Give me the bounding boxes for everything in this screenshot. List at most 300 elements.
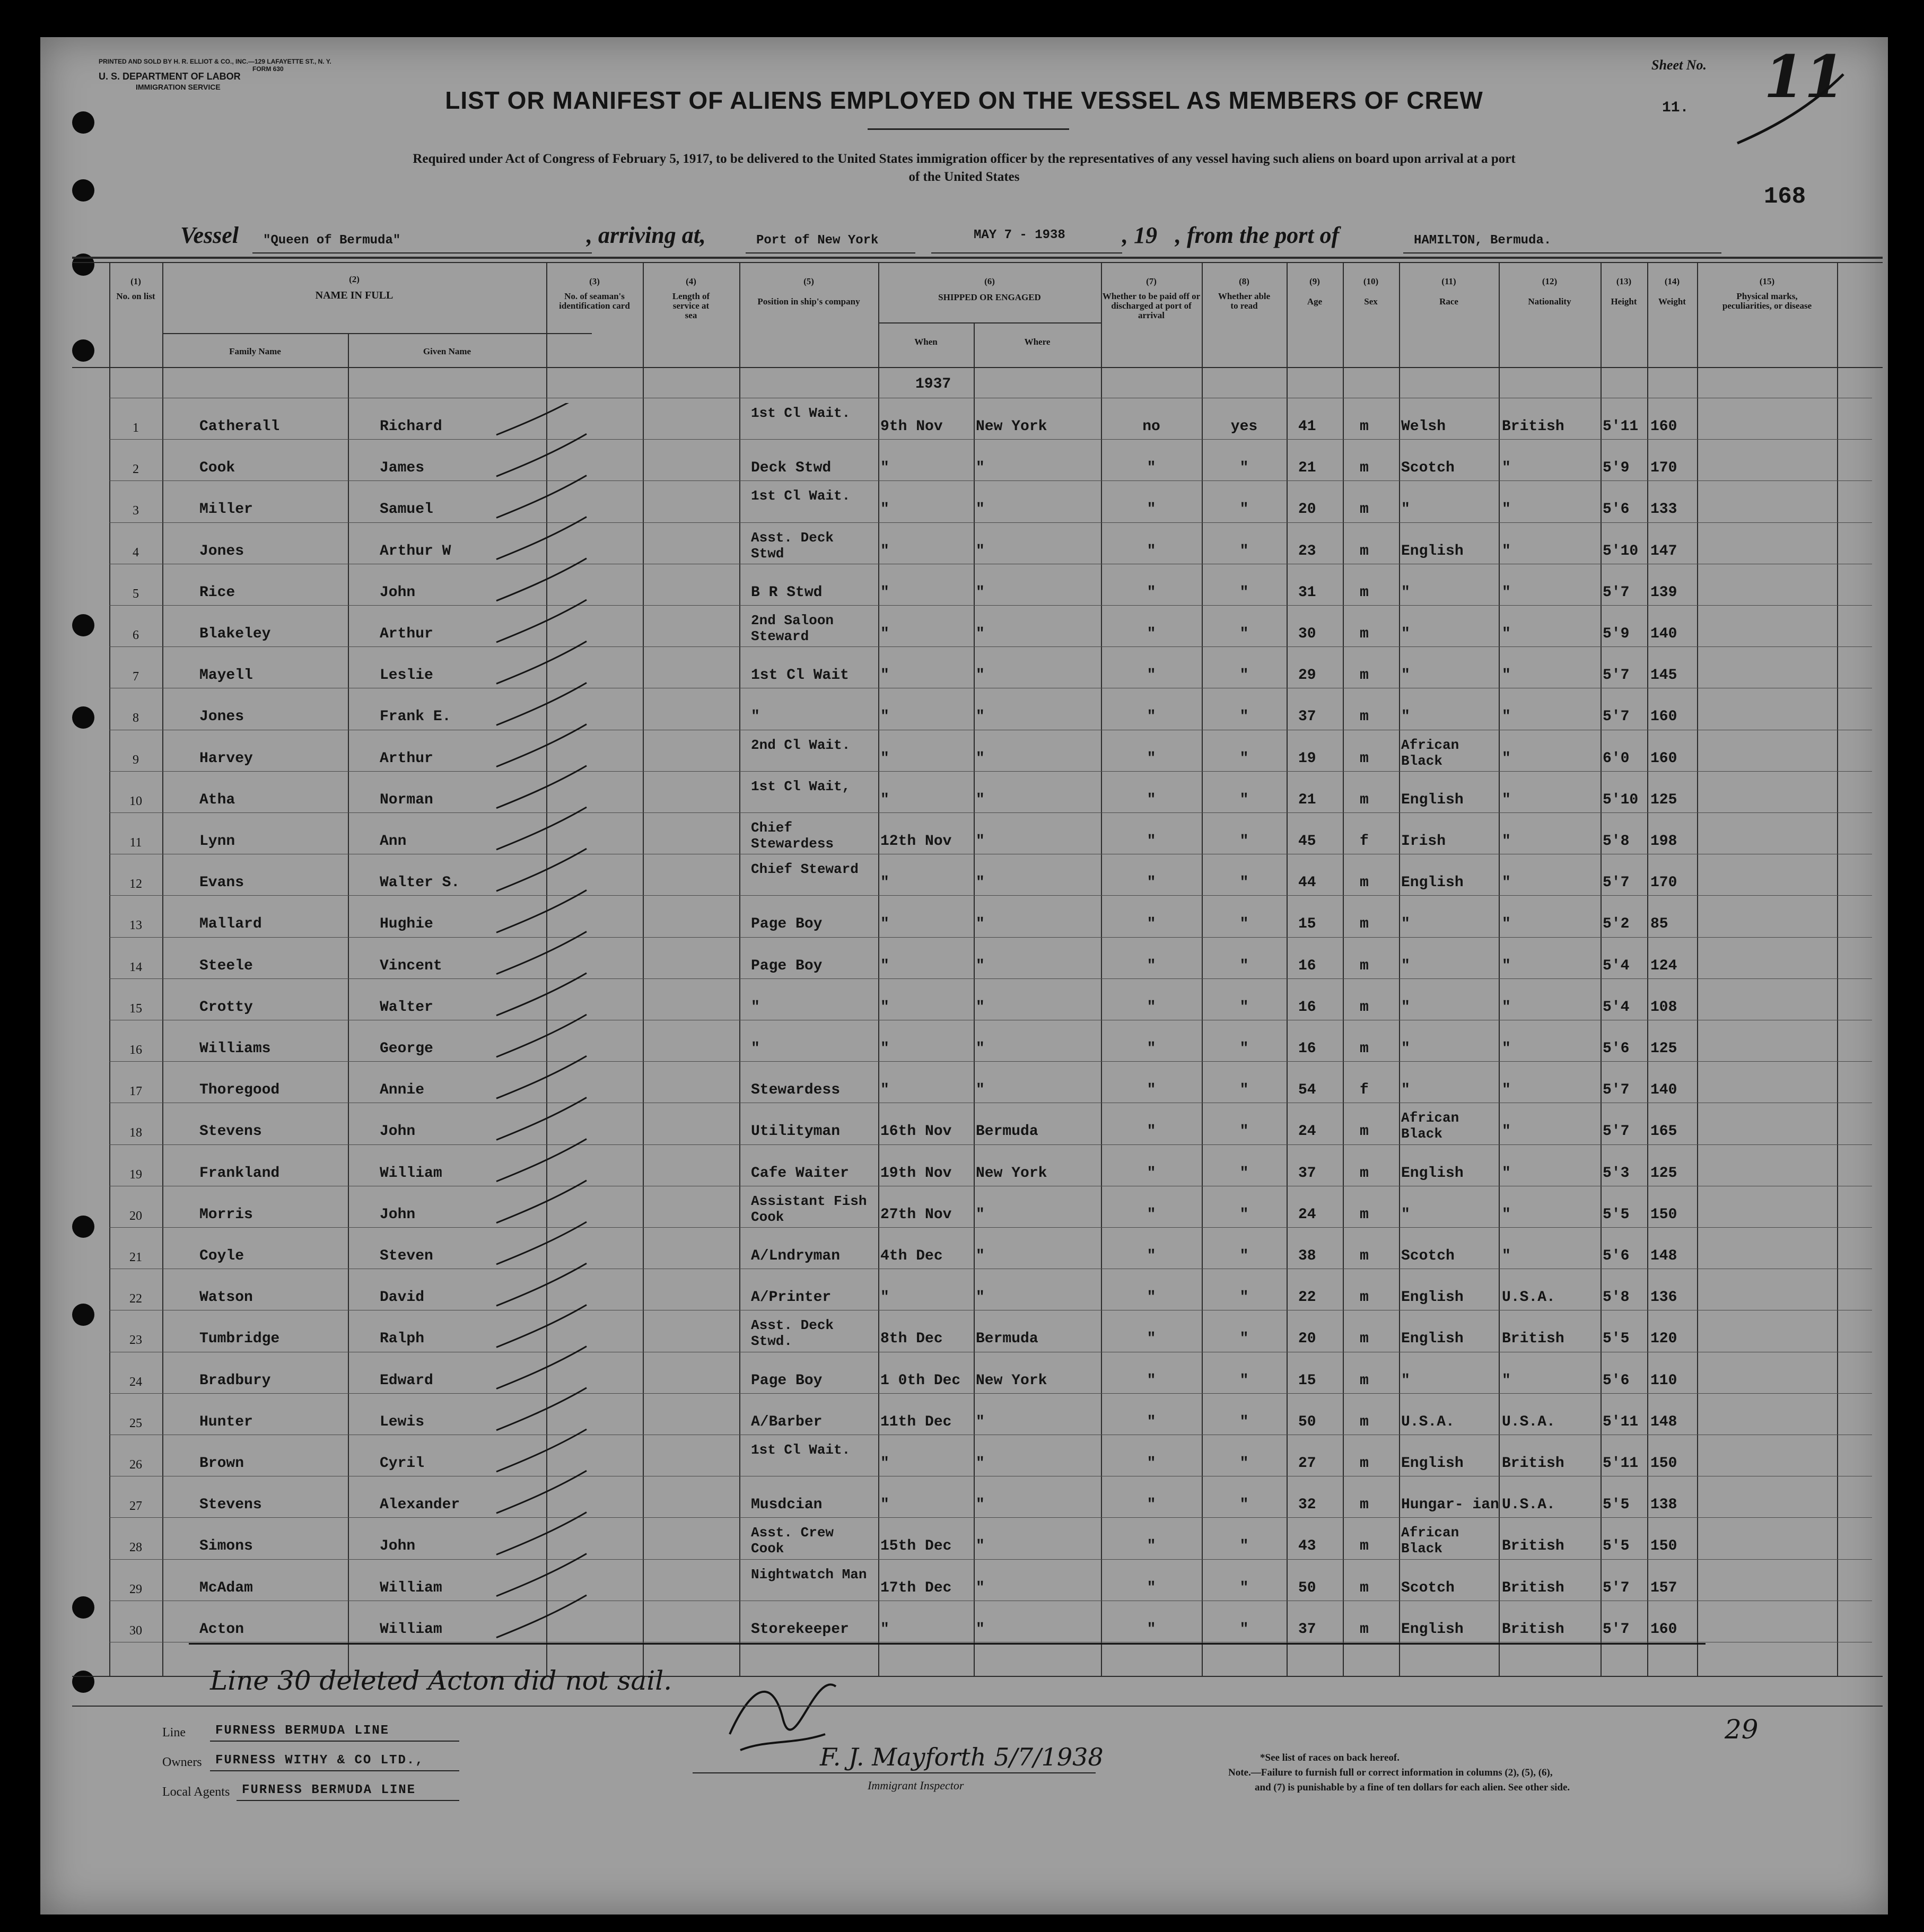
paid-off-cell: " [1147,1497,1156,1513]
col-header-12: (12) Nationality [1528,276,1571,307]
nationality-cell: " [1502,1165,1511,1182]
races-note: *See list of races on back hereof. [1260,1752,1400,1763]
table-top-rule [72,257,1883,259]
given-name-cell: Lewis [380,1414,425,1430]
weight-cell: 160 [1650,418,1677,435]
shipped-where-cell: " [976,1538,985,1554]
age-cell: 24 [1298,1123,1316,1140]
row-rule [109,771,1872,772]
paid-off-cell: " [1147,501,1156,518]
nationality-cell: " [1502,667,1511,684]
race-cell: English [1401,1165,1464,1182]
underline [252,252,592,253]
given-name-cell: Norman [380,792,433,808]
sex-cell: m [1360,626,1369,642]
arrival-port: Port of New York [756,233,879,248]
position-cell: Page Boy [751,916,823,932]
position-cell: 1st Cl Wait, [751,779,851,794]
title-rule [868,128,1069,130]
position-cell: Deck Stwd [751,460,832,476]
nationality-cell: " [1502,709,1511,725]
sex-cell: f [1360,1082,1369,1098]
row-number-cell: 8 [133,711,139,725]
form-number: FORM 630 [252,65,284,73]
arriving-label: , arriving at, [587,222,706,248]
check-marks [475,403,613,1655]
age-cell: 21 [1298,792,1316,808]
shipped-when-cell: " [880,792,889,808]
col-rule [974,322,975,1676]
col-rule [1343,262,1344,1676]
shipped-where-cell: " [976,1041,985,1057]
col-header-2b: Given Name [423,346,471,356]
col-rule [1499,262,1500,1676]
able-to-read-cell: " [1239,626,1249,642]
shipped-when-cell: " [880,875,889,891]
shipped-where-cell: New York [976,418,1047,435]
nationality-cell: " [1502,750,1511,767]
shipped-where-cell: " [976,1414,985,1430]
shipped-where-cell: " [976,875,985,891]
sex-cell: m [1360,543,1369,560]
punch-hole [72,1596,94,1619]
position-cell: A/Barber [751,1414,823,1430]
nationality-cell: " [1502,1372,1511,1389]
race-cell: " [1401,999,1410,1016]
given-name-cell: Walter S. [380,875,460,891]
family-name-cell: Evans [199,875,244,891]
sex-cell: m [1360,1207,1369,1223]
col-rule [739,262,740,1676]
sex-cell: m [1360,1372,1369,1389]
col-header-7: (7) Whether to be paid off or discharged at port of arrival [1102,276,1201,320]
row-number-cell: 16 [129,1043,142,1057]
height-cell: 6'0 [1603,750,1630,767]
shipped-where-cell: New York [976,1165,1047,1182]
row-number-cell: 25 [129,1417,142,1430]
name-subheader-rule [162,333,592,334]
shipped-where-cell: " [976,958,985,974]
shipped-where-cell: " [976,1455,985,1472]
position-cell: Utilityman [751,1123,841,1140]
position-cell: Musdcian [751,1497,823,1513]
sex-cell: m [1360,1041,1369,1057]
row-number-cell: 10 [129,794,142,808]
given-name-cell: Walter [380,999,433,1016]
owners-label: Owners [162,1755,202,1769]
height-cell: 5'2 [1603,916,1630,932]
given-name-cell: Richard [380,418,442,435]
weight-cell: 125 [1650,1165,1677,1182]
race-cell: " [1401,626,1410,642]
family-name-cell: Morris [199,1207,253,1223]
weight-cell: 108 [1650,999,1677,1016]
position-cell: A/Lndryman [751,1248,841,1264]
punch-hole [72,339,94,362]
age-cell: 16 [1298,958,1316,974]
position-cell: Page Boy [751,958,823,974]
weight-cell: 160 [1650,1621,1677,1638]
shipped-when-cell: " [880,750,889,767]
shipped-when-cell: " [880,709,889,725]
row-number-cell: 6 [133,628,139,642]
shipped-where-cell: " [976,667,985,684]
punch-hole [72,1304,94,1326]
nationality-cell: British [1502,418,1564,435]
able-to-read-cell: " [1239,1041,1249,1057]
col-header-11: (11) Race [1439,276,1458,307]
punch-hole [72,614,94,636]
able-to-read-cell: " [1239,1123,1249,1140]
shipped-when-cell: " [880,1621,889,1638]
able-to-read-cell: " [1239,1497,1249,1513]
vessel-name: "Queen of Bermuda" [263,233,401,248]
height-cell: 5'6 [1603,1248,1630,1264]
weight-cell: 148 [1650,1248,1677,1264]
printer-line: PRINTED AND SOLD BY H. R. ELLIOT & CO., INC.—129 LAFAYETTE ST., N. Y. [99,58,331,65]
age-cell: 44 [1298,875,1316,891]
height-cell: 5'8 [1603,1289,1630,1306]
position-cell: Assistant Fish Cook [751,1193,867,1225]
family-name-cell: Acton [199,1621,244,1638]
race-cell: " [1401,958,1410,974]
sheet-label: Sheet No. [1651,57,1707,73]
paid-off-cell: " [1147,833,1156,850]
underline [746,252,915,253]
position-cell: Stewardess [751,1082,841,1098]
shipped-subheader-rule [878,322,1101,324]
able-to-read-cell: " [1239,1289,1249,1306]
row-number-cell: 15 [129,1002,142,1016]
row-number-cell: 13 [129,919,142,932]
row-rule [109,439,1872,440]
shipped-when-cell: " [880,667,889,684]
race-cell: Scotch [1401,1580,1455,1596]
paid-off-cell: " [1147,792,1156,808]
position-cell: 1st Cl Wait. [751,488,851,504]
given-name-cell: Steven [380,1248,433,1264]
nationality-cell: U.S.A. [1502,1289,1555,1306]
row-number-cell: 14 [129,960,142,974]
family-name-cell: Simons [199,1538,253,1554]
height-cell: 5'4 [1603,999,1630,1016]
paid-off-cell: " [1147,1621,1156,1638]
underline [237,1800,459,1801]
height-cell: 5'3 [1603,1165,1630,1182]
race-cell: African Black [1401,1525,1459,1557]
race-cell: Irish [1401,833,1446,850]
race-cell: " [1401,1207,1410,1223]
weight-cell: 147 [1650,543,1677,560]
race-cell: " [1401,1372,1410,1389]
col-rule [643,262,644,1676]
race-cell: English [1401,875,1464,891]
able-to-read-cell: " [1239,1538,1249,1554]
shipped-when-cell: " [880,999,889,1016]
race-cell: " [1401,1041,1410,1057]
race-cell: " [1401,916,1410,932]
race-cell: " [1401,667,1410,684]
weight-cell: 138 [1650,1497,1677,1513]
able-to-read-cell: yes [1230,418,1258,435]
shipped-where-cell: Bermuda [976,1123,1038,1140]
given-name-cell: Arthur W [380,543,451,560]
nationality-cell: British [1502,1538,1564,1554]
paid-off-cell: " [1147,1455,1156,1472]
given-name-cell: James [380,460,425,476]
sex-cell: f [1360,833,1369,850]
age-cell: 30 [1298,626,1316,642]
col-rule [1647,262,1648,1676]
position-cell: 1st Cl Wait. [751,1442,851,1458]
nationality-cell: " [1502,875,1511,891]
row-rule [109,978,1872,979]
weight-cell: 157 [1650,1580,1677,1596]
height-cell: 5'7 [1603,875,1630,891]
shipped-when-cell: 16th Nov [880,1123,952,1140]
sex-cell: m [1360,584,1369,601]
age-cell: 15 [1298,916,1316,932]
able-to-read-cell: " [1239,750,1249,767]
sex-cell: m [1360,958,1369,974]
able-to-read-cell: " [1239,833,1249,850]
row-number-cell: 3 [133,504,139,518]
row-number-cell: 26 [129,1458,142,1472]
row-number-cell: 12 [129,877,142,891]
agents-value: FURNESS BERMUDA LINE [242,1783,416,1797]
nationality-cell: British [1502,1331,1564,1347]
row-number-cell: 19 [129,1168,142,1182]
age-cell: 27 [1298,1455,1316,1472]
vessel-label: Vessel [180,222,239,248]
nationality-cell: U.S.A. [1502,1414,1555,1430]
family-name-cell: Lynn [199,833,235,850]
position-cell: Asst. Deck Stwd. [751,1317,834,1349]
race-cell: English [1401,1455,1464,1472]
shipped-when-cell: 8th Dec [880,1331,943,1347]
shipped-where-cell: Bermuda [976,1331,1038,1347]
shipped-when-cell: 11th Dec [880,1414,952,1430]
inspector-signature: F. J. Mayforth 5/7/1938 [820,1743,1104,1771]
given-name-cell: Leslie [380,667,433,684]
age-cell: 54 [1298,1082,1316,1098]
age-cell: 16 [1298,1041,1316,1057]
sex-cell: m [1360,1455,1369,1472]
able-to-read-cell: " [1239,1455,1249,1472]
able-to-read-cell: " [1239,792,1249,808]
race-cell: " [1401,709,1410,725]
race-cell: Scotch [1401,1248,1455,1264]
sex-cell: m [1360,667,1369,684]
punch-hole [72,1216,94,1238]
given-name-cell: John [380,1538,416,1554]
able-to-read-cell: " [1239,1372,1249,1389]
family-name-cell: Frankland [199,1165,280,1182]
shipped-when-cell: 12th Nov [880,833,952,850]
given-name-cell: Edward [380,1372,433,1389]
sheet-handwritten: 11 [1764,42,1846,111]
row-number-cell: 11 [129,836,142,850]
paid-off-cell: " [1147,1082,1156,1098]
weight-cell: 148 [1650,1414,1677,1430]
nationality-cell: " [1502,792,1511,808]
shipped-where-cell: " [976,999,985,1016]
nationality-cell: " [1502,999,1511,1016]
given-name-cell: John [380,1207,416,1223]
shipped-when-cell: 15th Dec [880,1538,952,1554]
age-cell: 19 [1298,750,1316,767]
nationality-cell: " [1502,543,1511,560]
paid-off-cell: " [1147,999,1156,1016]
paid-off-cell: " [1147,1248,1156,1264]
paid-off-cell: " [1147,709,1156,725]
age-cell: 23 [1298,543,1316,560]
height-cell: 5'7 [1603,709,1630,725]
height-cell: 5'6 [1603,1041,1630,1057]
col-header-13: (13) Height [1611,276,1637,307]
given-name-cell: Alexander [380,1497,460,1513]
page-title: LIST OR MANIFEST OF ALIENS EMPLOYED ON THE VESSEL AS MEMBERS OF CREW [445,86,1483,114]
position-cell: Asst. Crew Cook [751,1525,834,1557]
given-name-cell: William [380,1165,442,1182]
position-cell: 1st Cl Wait [751,667,849,684]
weight-cell: 120 [1650,1331,1677,1347]
family-name-cell: Catherall [199,418,280,435]
position-cell: Chief Steward [751,861,859,877]
position-cell: 2nd Cl Wait. [751,737,851,753]
position-cell: Storekeeper [751,1621,849,1638]
position-cell: " [751,999,760,1016]
age-cell: 45 [1298,833,1316,850]
nationality-cell: U.S.A. [1502,1497,1555,1513]
sex-cell: m [1360,1248,1369,1264]
header-bottom-rule [72,367,1883,368]
able-to-read-cell: " [1239,1331,1249,1347]
punch-hole [72,706,94,729]
position-cell: Nightwatch Man [751,1567,867,1583]
punch-hole [72,111,94,134]
race-cell: " [1401,1082,1410,1098]
given-name-cell: Ralph [380,1331,425,1347]
col-header-2: (2) NAME IN FULL [315,274,393,301]
age-cell: 20 [1298,501,1316,518]
position-cell: " [751,1041,760,1057]
col-rule [878,262,879,1676]
paid-off-cell: " [1147,1538,1156,1554]
weight-cell: 140 [1650,1082,1677,1098]
col-header-15: (15) Physical marks, peculiarities, or disease [1722,276,1812,311]
weight-cell: 160 [1650,709,1677,725]
sex-cell: m [1360,1538,1369,1554]
race-cell: " [1401,584,1410,601]
position-cell: Asst. Deck Stwd [751,530,834,562]
row-rule [109,1227,1872,1228]
family-name-cell: Tumbridge [199,1331,280,1347]
age-cell: 37 [1298,1621,1316,1638]
family-name-cell: Jones [199,709,244,725]
shipped-when-cell: 19th Nov [880,1165,952,1182]
paid-off-cell: " [1147,750,1156,767]
paid-off-cell: " [1147,667,1156,684]
race-cell: English [1401,543,1464,560]
family-name-cell: Stevens [199,1497,262,1513]
inspector-caption: Immigrant Inspector [868,1779,964,1792]
sex-cell: m [1360,1621,1369,1638]
shipped-when-cell: " [880,1497,889,1513]
row-number-cell: 20 [129,1209,142,1223]
weight-cell: 170 [1650,875,1677,891]
height-cell: 5'7 [1603,1082,1630,1098]
paid-off-cell: " [1147,916,1156,932]
age-cell: 22 [1298,1289,1316,1306]
nationality-cell: " [1502,460,1511,476]
race-cell: Scotch [1401,460,1455,476]
col-header-8: (8) Whether able to read [1218,276,1271,311]
underline [931,252,1122,253]
race-cell: African Black [1401,1110,1459,1142]
agents-label: Local Agents [162,1785,230,1799]
row-rule [109,480,1872,481]
sex-cell: m [1360,750,1369,767]
height-cell: 5'10 [1603,543,1639,560]
underline [693,1772,1096,1773]
family-name-cell: Coyle [199,1248,244,1264]
col-rule [1399,262,1400,1676]
row-rule [109,1061,1872,1062]
row-number-cell: 4 [133,546,139,560]
sex-cell: m [1360,792,1369,808]
sex-cell: m [1360,418,1369,435]
race-cell: African Black [1401,737,1459,769]
height-cell: 5'11 [1603,1455,1639,1472]
paid-off-cell: " [1147,460,1156,476]
height-cell: 5'7 [1603,1621,1630,1638]
height-cell: 5'7 [1603,1580,1630,1596]
family-name-cell: McAdam [199,1580,253,1596]
able-to-read-cell: " [1239,916,1249,932]
shipped-where-cell: " [976,460,985,476]
able-to-read-cell: " [1239,460,1249,476]
row-rule [109,937,1872,938]
col-rule [109,262,110,1676]
shipped-when-cell: " [880,1455,889,1472]
paid-off-cell: " [1147,1041,1156,1057]
paid-off-cell: no [1142,418,1160,435]
given-name-cell: John [380,584,416,601]
age-cell: 50 [1298,1414,1316,1430]
weight-cell: 150 [1650,1455,1677,1472]
row-rule [109,1559,1872,1560]
position-cell: A/Printer [751,1289,832,1306]
given-name-cell: William [380,1621,442,1638]
shipped-when-cell: " [880,958,889,974]
sex-cell: m [1360,460,1369,476]
row-number-cell: 23 [129,1333,142,1347]
row-number-cell: 24 [129,1375,142,1389]
row-number-cell: 9 [133,753,139,767]
given-name-cell: Ann [380,833,407,850]
race-cell: " [1401,501,1410,518]
given-name-cell: John [380,1123,416,1140]
sex-cell: m [1360,1123,1369,1140]
shipped-when-cell: " [880,1041,889,1057]
given-name-cell: William [380,1580,442,1596]
shipped-where-cell: " [976,792,985,808]
race-cell: Welsh [1401,418,1446,435]
able-to-read-cell: " [1239,501,1249,518]
family-name-cell: Brown [199,1455,244,1472]
height-cell: 5'7 [1603,667,1630,684]
